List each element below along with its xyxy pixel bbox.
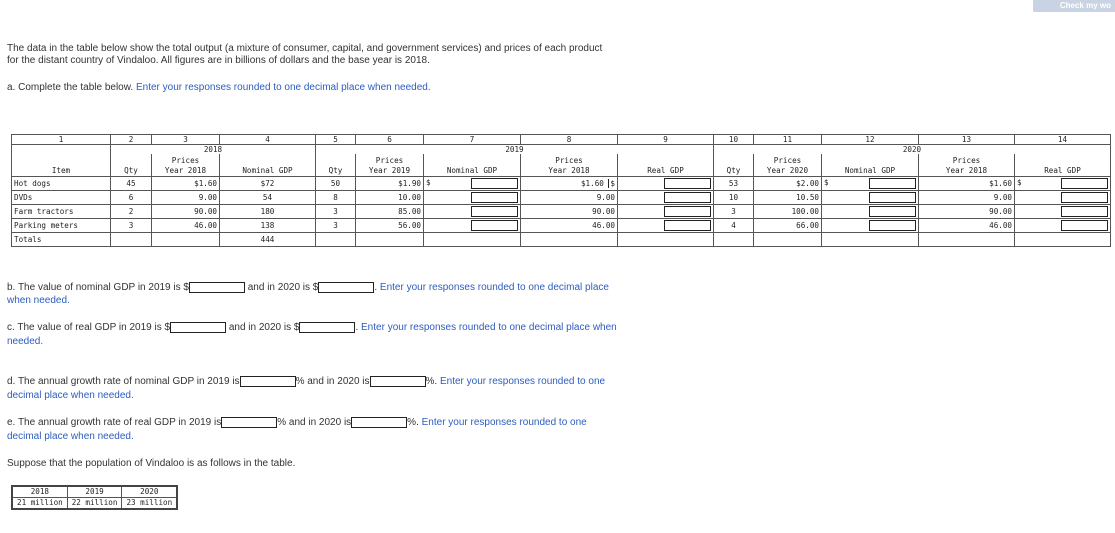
nominal-2019-input[interactable] (471, 206, 518, 217)
item-name: DVDs (12, 190, 111, 204)
qty-2019: 3 (316, 218, 356, 232)
nominal-2020-input[interactable] (869, 206, 916, 217)
nominal-2020-cell (822, 218, 919, 232)
nominal-2020-input[interactable] (869, 192, 916, 203)
col-number: 9 (618, 135, 714, 145)
real-2020-input[interactable] (1061, 206, 1108, 217)
nominal-2019-cell (424, 190, 521, 204)
nominal-2020-input[interactable] (869, 220, 916, 231)
dollar-sign: $ (426, 177, 431, 187)
real-2020-cell (1015, 218, 1111, 232)
part-a-text: a. Complete the table below. (7, 82, 136, 93)
population-year: 2019 (67, 486, 122, 498)
base-price-2020: 9.00 (919, 190, 1015, 204)
table-row (12, 176, 1111, 190)
price-2020: 10.50 (754, 190, 822, 204)
intro-line-1: The data in the table below show the total output (a mixture of consumer, capital, and government services) and prices of each product (7, 43, 603, 54)
header-base-prices-2019: Prices Year 2018 (521, 154, 618, 176)
dollar-sign: $ (1017, 177, 1022, 187)
item-name: Farm tractors (12, 204, 111, 218)
nominal-2018: 54 (220, 190, 316, 204)
real-2019-input[interactable] (664, 192, 711, 203)
real-2020-input[interactable] (1061, 192, 1108, 203)
base-price-2019: 9.00 (521, 190, 618, 204)
population-year: 2018 (12, 486, 67, 498)
check-my-work-button[interactable]: Check my wo (1033, 0, 1115, 12)
header-qty-2018: Qty (111, 154, 152, 176)
qty-2019: 50 (316, 176, 356, 190)
col-number: 1 (12, 135, 111, 145)
real-2019-cell (618, 218, 714, 232)
real-2019-input[interactable] (664, 206, 711, 217)
price-2018: 46.00 (152, 218, 220, 232)
col-number: 6 (356, 135, 424, 145)
year-group-2019: 2019 (316, 145, 714, 155)
qty-2020: 53 (714, 176, 754, 190)
nominal-2018: 180 (220, 204, 316, 218)
table-row (12, 190, 1111, 204)
price-2019: 85.00 (356, 204, 424, 218)
nominal-2019-cell (424, 176, 521, 190)
real-2019-input[interactable] (664, 220, 711, 231)
col-number: 14 (1015, 135, 1111, 145)
base-price-2020: 46.00 (919, 218, 1015, 232)
real-growth-2019-input[interactable] (221, 417, 277, 428)
column-number-row (12, 135, 1111, 145)
base-price-2019: 46.00 (521, 218, 618, 232)
nominal-2020-cell (822, 204, 919, 218)
header-nominal-2020: Nominal GDP (822, 154, 919, 176)
population-value: 22 million (67, 498, 122, 510)
real-2019-input[interactable] (664, 178, 711, 189)
real-2020-cell (1015, 190, 1111, 204)
real-2019-cell (618, 176, 714, 190)
base-price-2019: 90.00 (521, 204, 618, 218)
population-intro: Suppose that the population of Vindaloo is as follows in the table. (7, 458, 296, 469)
nominal-2020-input[interactable] (869, 178, 916, 189)
nominal-2020-cell (822, 176, 919, 190)
header-qty-2020: Qty (714, 154, 754, 176)
col-number: 7 (424, 135, 521, 145)
nominal-2020-cell (822, 190, 919, 204)
population-year-row (12, 486, 177, 498)
nominal-2019-cell (424, 204, 521, 218)
nominal-2019-input[interactable] (471, 178, 518, 189)
qty-2018: 45 (111, 176, 152, 190)
price-2019: $1.90 (356, 176, 424, 190)
price-2019: 10.00 (356, 190, 424, 204)
nominal-2019-cell (424, 218, 521, 232)
header-prices-2019: Prices Year 2019 (356, 154, 424, 176)
base-price-2019: $1.60 $ (521, 176, 618, 190)
col-number: 10 (714, 135, 754, 145)
header-prices-2018: Prices Year 2018 (152, 154, 220, 176)
qty-2020: 4 (714, 218, 754, 232)
qty-2018: 6 (111, 190, 152, 204)
price-2020: 66.00 (754, 218, 822, 232)
price-2018: 9.00 (152, 190, 220, 204)
totals-nominal-2018: 444 (220, 232, 316, 246)
price-2019: 56.00 (356, 218, 424, 232)
base-price-2020: 90.00 (919, 204, 1015, 218)
year-group-row (12, 145, 1111, 155)
nominal-2019-input[interactable] (471, 192, 518, 203)
part-b-prompt: b. The value of nominal GDP in 2019 is $ and in 2020 is $ . Enter your responses rounded to one decimal place (7, 282, 609, 293)
part-e-hint-cont: decimal place when needed. (7, 431, 134, 442)
part-a-hint: Enter your responses rounded to one decimal place when needed. (135, 82, 431, 93)
qty-2019: 8 (316, 190, 356, 204)
nominal-2018: 138 (220, 218, 316, 232)
qty-2020: 10 (714, 190, 754, 204)
dollar-sign: $ (824, 177, 829, 187)
qty-2019: 3 (316, 204, 356, 218)
totals-row (12, 232, 1111, 246)
header-nominal-2018: Nominal GDP (220, 154, 316, 176)
part-c-prompt: c. The value of real GDP in 2019 is $ and in 2020 is $ . Enter your responses rounded to one decimal place when (7, 322, 617, 333)
nominal-growth-2020-input[interactable] (370, 376, 426, 387)
col-number: 8 (521, 135, 618, 145)
real-2019-cell (618, 190, 714, 204)
header-real-2019: Real GDP (618, 154, 714, 176)
col-number: 3 (152, 135, 220, 145)
header-qty-2019: Qty (316, 154, 356, 176)
header-row (12, 154, 1111, 176)
item-name: Hot dogs (12, 176, 111, 190)
col-number: 11 (754, 135, 822, 145)
nominal-gdp-2020-input[interactable] (318, 282, 374, 293)
base-price-2020: $1.60 (919, 176, 1015, 190)
qty-2018: 3 (111, 218, 152, 232)
population-year: 2020 (122, 486, 177, 498)
part-d-prompt: d. The annual growth rate of nominal GDP in 2019 is % and in 2020 is %. Enter your responses rounded to one (7, 376, 606, 387)
part-c-hint-cont: needed. (7, 336, 44, 347)
part-d-hint-cont: decimal place when needed. (7, 390, 134, 401)
part-a-prompt (7, 82, 431, 94)
col-number: 13 (919, 135, 1015, 145)
part-b-hint-cont: when needed. (7, 295, 70, 306)
real-2020-input[interactable] (1061, 220, 1108, 231)
real-gdp-2020-input[interactable] (299, 322, 355, 333)
year-group-2018: 2018 (111, 145, 316, 155)
price-2020: 100.00 (754, 204, 822, 218)
item-name: Parking meters (12, 218, 111, 232)
nominal-2018: $72 (220, 176, 316, 190)
dollar-sign: $ (610, 178, 615, 188)
population-value: 23 million (122, 498, 177, 510)
nominal-gdp-2019-input[interactable] (189, 282, 245, 293)
col-number: 2 (111, 135, 152, 145)
header-nominal-2019: Nominal GDP (424, 154, 521, 176)
price-2018: 90.00 (152, 204, 220, 218)
population-value-row (12, 498, 177, 510)
qty-2018: 2 (111, 204, 152, 218)
col-number: 5 (316, 135, 356, 145)
table-row (12, 218, 1111, 232)
population-table (11, 485, 178, 510)
header-real-2020: Real GDP (1015, 154, 1111, 176)
real-gdp-2019-input[interactable] (170, 322, 226, 333)
part-e-prompt: e. The annual growth rate of real GDP in 2019 is % and in 2020 is %. Enter your responses rounded to one (7, 417, 587, 428)
real-2020-input[interactable] (1061, 178, 1108, 189)
col-number: 4 (220, 135, 316, 145)
gdp-table (11, 134, 1111, 247)
real-growth-2020-input[interactable] (351, 417, 407, 428)
population-value: 21 million (12, 498, 67, 510)
col-number: 12 (822, 135, 919, 145)
nominal-growth-2019-input[interactable] (240, 376, 296, 387)
intro-line-2: for the distant country of Vindaloo. All figures are in billions of dollars and the base year is 2018. (7, 55, 430, 66)
header-item: Item (12, 154, 111, 176)
year-group-2020: 2020 (714, 145, 1111, 155)
table-row (12, 204, 1111, 218)
header-prices-2020: Prices Year 2020 (754, 154, 822, 176)
real-2020-cell (1015, 176, 1111, 190)
price-2018: $1.60 (152, 176, 220, 190)
nominal-2019-input[interactable] (471, 220, 518, 231)
price-2020: $2.00 (754, 176, 822, 190)
real-2019-cell (618, 204, 714, 218)
real-2020-cell (1015, 204, 1111, 218)
totals-label: Totals (12, 232, 111, 246)
header-base-prices-2020: Prices Year 2018 (919, 154, 1015, 176)
qty-2020: 3 (714, 204, 754, 218)
